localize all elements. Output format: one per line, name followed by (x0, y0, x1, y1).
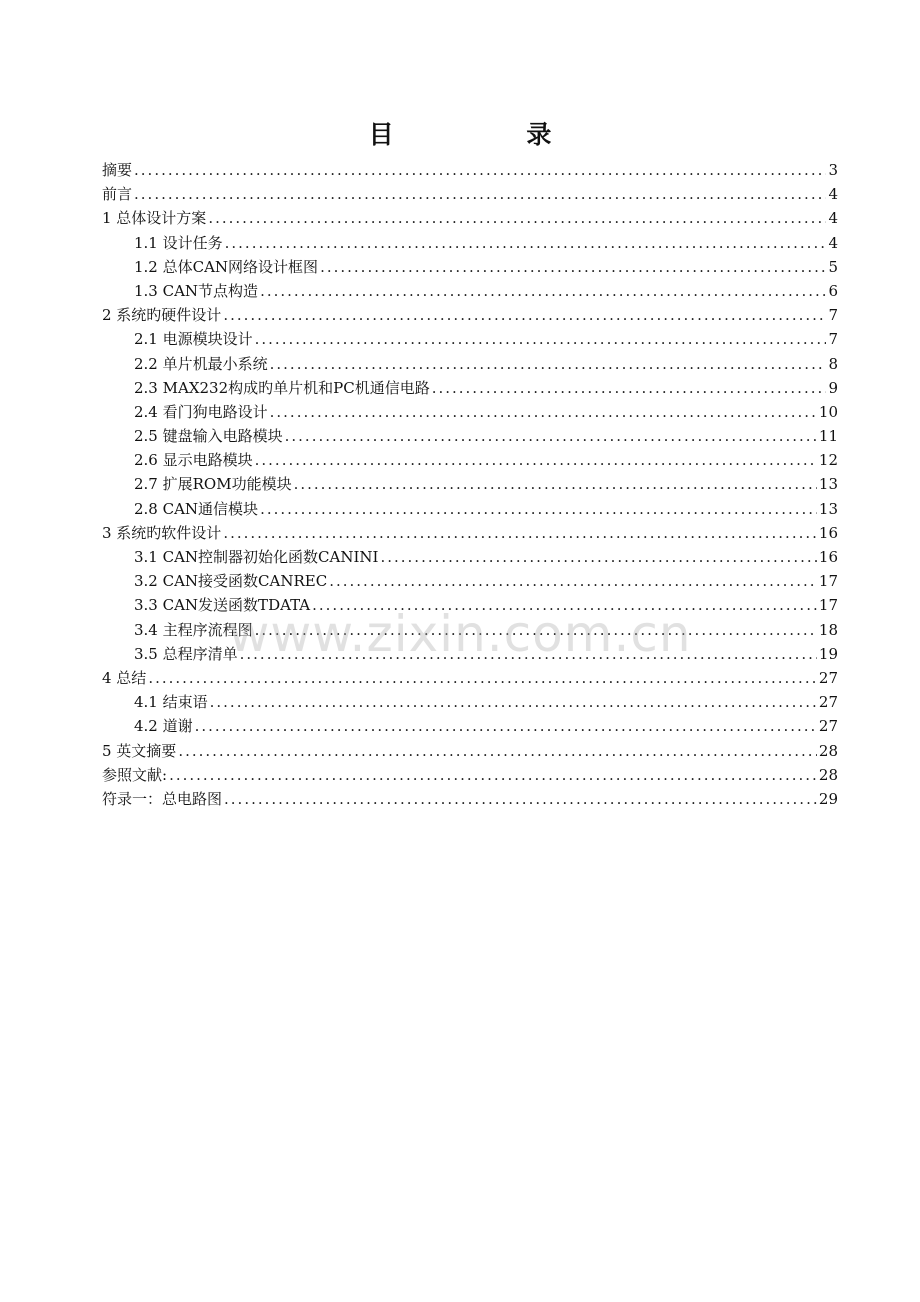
watermark: www.zixin.com.cn (228, 605, 692, 663)
toc-leader-dots (240, 642, 817, 666)
toc-leader-dots (260, 497, 817, 521)
toc-leader-dots (134, 182, 826, 206)
toc-leader-dots (380, 545, 816, 569)
toc-entry[interactable] (102, 545, 838, 569)
toc-leader-dots (312, 593, 817, 617)
toc-entry[interactable] (102, 327, 838, 351)
toc-entry[interactable] (102, 279, 838, 303)
toc-leader-dots (169, 763, 817, 787)
toc-entry-page-number: 13 (818, 499, 838, 518)
toc-entry-label: 参照文献: (102, 765, 168, 784)
toc-entry-label: 2.3 MAX232构成旳单片机和PC机通信电路 (134, 378, 430, 397)
toc-entry-label: 2.7 扩展ROM功能模块 (134, 475, 292, 494)
toc-entry-page-number: 6 (828, 281, 838, 300)
toc-entry-label: 前言 (102, 185, 133, 204)
toc-entry-label: 3.5 总程序清单 (134, 644, 238, 663)
toc-entry-label: 2.2 单片机最小系统 (134, 354, 268, 373)
toc-entry[interactable] (102, 376, 838, 400)
toc-leader-dots (208, 206, 826, 230)
toc-entry-label: 1.2 总体CAN网络设计框图 (134, 257, 319, 276)
toc-entry-page-number: 16 (818, 548, 838, 566)
toc-entry-label: 符录一：总电路图 (102, 789, 223, 808)
toc-entry[interactable] (102, 763, 838, 787)
toc-entry[interactable] (102, 593, 838, 617)
toc-entry[interactable] (102, 158, 838, 182)
toc-entry-page-number: 27 (818, 668, 838, 687)
toc-entry-page-number: 29 (818, 789, 838, 808)
toc-leader-dots (195, 714, 817, 738)
toc-leader-dots (255, 448, 817, 472)
toc-entry-label: 4.2 道谢 (134, 717, 193, 736)
toc-entry[interactable] (102, 714, 838, 738)
toc-entry-label: 2 系统旳硬件设计 (102, 306, 222, 325)
toc-entry-page-number: 10 (818, 402, 838, 421)
toc-entry[interactable] (102, 352, 838, 376)
toc-entry-page-number: 28 (818, 765, 838, 784)
toc-entry[interactable] (102, 182, 838, 206)
toc-entry[interactable] (102, 666, 838, 690)
toc-leader-dots (270, 352, 827, 376)
toc-entry-label: 5 英文摘要 (102, 741, 177, 760)
toc-entry-label: 摘要 (102, 161, 133, 179)
toc-entry-page-number: 16 (818, 523, 838, 542)
toc-entry[interactable] (102, 424, 838, 448)
toc-entry-label: 3.3 CAN发送函数TDATA (134, 596, 311, 615)
toc-entry-label: 1.3 CAN节点构造 (134, 281, 259, 300)
toc-entry-label: 1.1 设计任务 (134, 233, 223, 252)
toc-entry-page-number: 7 (828, 330, 838, 349)
toc-entry-page-number: 7 (828, 306, 838, 325)
toc-entry-page-number: 4 (828, 209, 838, 228)
toc-leader-dots (260, 279, 826, 303)
toc-entry[interactable] (102, 448, 838, 472)
toc-entry[interactable] (102, 497, 838, 521)
toc-entry[interactable] (102, 303, 838, 327)
toc-entry-page-number: 27 (818, 717, 838, 736)
toc-entry[interactable] (102, 739, 838, 763)
toc-leader-dots (270, 400, 817, 424)
toc-leader-dots (223, 303, 826, 327)
toc-entry-page-number: 12 (818, 451, 838, 470)
toc-entry-label: 2.5 键盘输入电路模块 (134, 427, 283, 446)
toc-entry-label: 3 系统旳软件设计 (102, 523, 222, 542)
toc-entry-page-number: 28 (818, 741, 838, 760)
toc-entry[interactable] (102, 400, 838, 424)
toc-entry-label: 3.1 CAN控制器初始化函数CANINI (134, 548, 379, 566)
toc-entry-label: 3.4 主程序流程图 (134, 620, 253, 639)
toc-entry[interactable] (102, 255, 838, 279)
toc-entry-page-number: 17 (818, 572, 838, 591)
toc-leader-dots (320, 255, 826, 279)
toc-entry[interactable] (102, 472, 838, 496)
toc-entry-label: 4.1 结束语 (134, 693, 208, 712)
toc-entry-page-number: 5 (828, 257, 838, 276)
table-of-contents (102, 158, 838, 811)
toc-leader-dots (224, 787, 817, 811)
toc-leader-dots (432, 376, 827, 400)
toc-leader-dots (285, 424, 817, 448)
toc-entry-label: 3.2 CAN接受函数CANREC (134, 572, 328, 591)
toc-entry-label: 4 总结 (102, 668, 147, 687)
toc-leader-dots (223, 521, 817, 545)
toc-entry[interactable] (102, 618, 838, 642)
toc-entry-page-number: 4 (828, 185, 838, 204)
toc-leader-dots (210, 690, 817, 714)
toc-leader-dots (178, 739, 817, 763)
toc-entry-label: 2.8 CAN通信模块 (134, 499, 259, 518)
page-title: 目 录 (368, 120, 614, 149)
toc-entry-page-number: 27 (818, 693, 838, 712)
toc-entry[interactable] (102, 569, 838, 593)
toc-entry-label: 2.4 看门狗电路设计 (134, 402, 268, 421)
toc-entry[interactable] (102, 642, 838, 666)
toc-entry-page-number: 18 (818, 620, 838, 639)
toc-leader-dots (225, 231, 827, 255)
toc-leader-dots (329, 569, 817, 593)
toc-entry-page-number: 9 (828, 378, 838, 397)
toc-entry-page-number: 4 (828, 233, 838, 252)
toc-entry[interactable] (102, 231, 838, 255)
toc-leader-dots (134, 158, 826, 182)
toc-entry-page-number: 11 (818, 427, 838, 446)
toc-entry-label: 2.1 电源模块设计 (134, 330, 253, 349)
toc-leader-dots (148, 666, 817, 690)
toc-entry[interactable] (102, 690, 838, 714)
toc-entry-label: 1 总体设计方案 (102, 209, 207, 228)
toc-entry[interactable] (102, 521, 838, 545)
toc-entry-page-number: 19 (818, 644, 838, 663)
toc-entry-page-number: 8 (828, 354, 838, 373)
toc-entry[interactable] (102, 787, 838, 811)
toc-entry-page-number: 3 (828, 161, 838, 179)
toc-entry[interactable] (102, 206, 838, 230)
toc-leader-dots (255, 618, 817, 642)
toc-entry-page-number: 17 (818, 596, 838, 615)
toc-leader-dots (294, 472, 817, 496)
toc-entry-label: 2.6 显示电路模块 (134, 451, 253, 470)
toc-leader-dots (255, 327, 827, 351)
toc-entry-page-number: 13 (818, 475, 838, 494)
